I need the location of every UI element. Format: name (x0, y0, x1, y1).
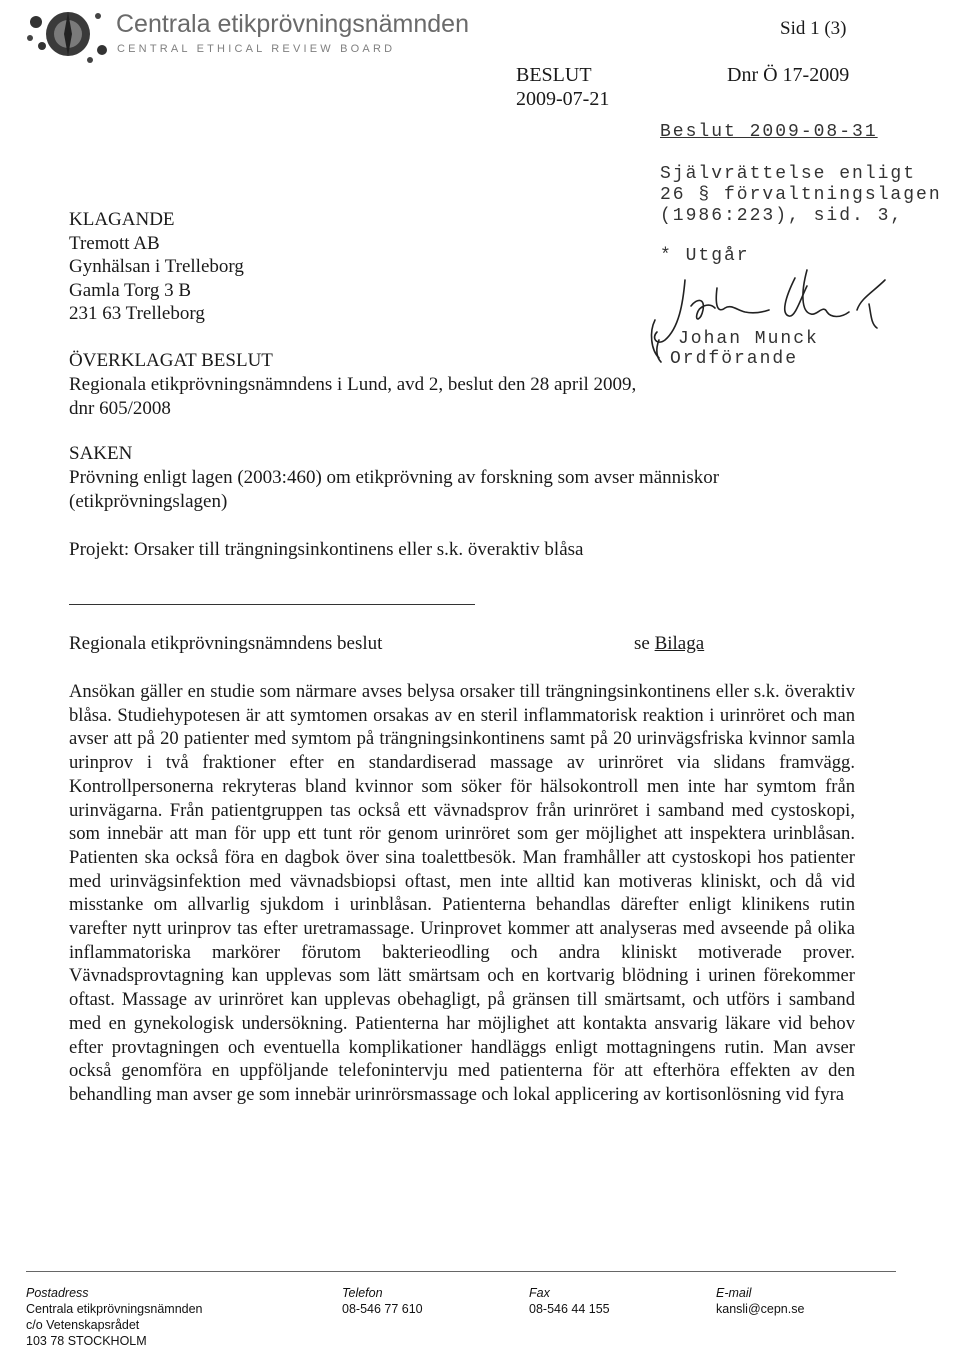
klagande-line: Gynhälsan i Trelleborg (69, 256, 244, 277)
saken-line: (etikprövningslagen) (69, 491, 228, 512)
klagande-line: Gamla Torg 3 B (69, 280, 191, 301)
body-paragraph: Ansökan gäller en studie som närmare avses belysa orsaker till trängningsinkontinens eller s.k. överaktiv blåsa. Studiehypotesen är att symtomen orsakas av en steril inflammatorisk reaktion i urinröret och man avser att på 20 patienter med symtom på trängningsinkontinens samt på 20 urinvägsfriska kvinnor samla urinprov i två fraktioner efter en standardiserad massage av urinröret via slidans framvägg. Kontrollpersonerna rekryteras bland kvinnor som söker för hälsokontroll men inte har symtom från urinvägarna. Från patientgruppen tas också ett vävnadsprov från urinröret i samband med cystoskopi, som innebär att man för upp ett tunt rör genom urinröret som ger möjlighet att inspektera urinblåsan. Patienten ska också föra en dagbok över sina toalettbesök. Man framhåller att cystoskopi hos patienter med urinvägsinfektion med vävnadsbiopsi oftast, men inte alltid kan motiveras kliniskt, och då vid misstanke om allvarlig sjukdom i urinblåsan. Patienterna behandlas därefter enligt klinikens rutin varefter nytt urinprov tas efter uretramassage. Urinprovet kommer att analyseras med avseende på olika inflammatoriska markörer förutom bakterieodling och andra kliniskt motiverade prover. Vävnadsprovtagning kan upplevas som lätt smärtsam och en kortvarig blödning i urinen förekommer oftast. Massage av urinröret kan upplevas obehagligt, på gränsen till smärtsamt, och utförs i samband med en gynekologisk undersökning. Patienterna har möjlighet att kontakta ansvarig läkare vid behov efter provtagningen och eventuella komplikationer handläggs enligt mottagningens rutin. Man avser också genomföra en uppföljande telefonintervju med patienterna för att efterhöra effekten av den behandling man avser ge som innebär urinrörsmassage och lokal applicering av kortisonlösning vid fyra (69, 681, 855, 1105)
footer-divider (26, 1271, 896, 1272)
footer-email (716, 1285, 804, 1317)
postadress-label: Postadress (26, 1286, 89, 1300)
page-number: Sid 1 (3) (780, 18, 847, 39)
footer-postadress (26, 1285, 203, 1349)
org-name-en: CENTRAL ETHICAL REVIEW BOARD (117, 43, 396, 55)
email-label: E-mail (716, 1286, 752, 1300)
klagande-line: 231 63 Trelleborg (69, 303, 205, 324)
klagande-heading: KLAGANDE (69, 209, 175, 230)
decision-reference (634, 632, 704, 656)
fax-value: 08-546 44 155 (529, 1302, 610, 1316)
org-name: Centrala etikprövningsnämnden (116, 10, 469, 38)
decision-label: Regionala etikprövningsnämndens beslut (69, 633, 383, 654)
bilaga-link[interactable]: Bilaga (654, 633, 705, 654)
stamp-line: Självrättelse enligt (660, 164, 917, 184)
overklagat-heading: ÖVERKLAGAT BESLUT (69, 350, 273, 371)
footer-fax (529, 1285, 610, 1317)
stamp-line: (1986:223), sid. 3, (660, 206, 904, 226)
divider (69, 604, 475, 605)
doc-date: 2009-07-21 (516, 88, 610, 110)
email-value[interactable]: kansli@cepn.se (716, 1302, 805, 1316)
stamp-date: Beslut 2009-08-31 (660, 122, 878, 142)
decision-prefix: se (634, 633, 650, 654)
postadress-line: c/o Vetenskapsrådet (26, 1318, 140, 1332)
org-logo (20, 4, 112, 66)
klagande-line: Tremott AB (69, 233, 160, 254)
telefon-label: Telefon (342, 1286, 383, 1300)
signer-name: Johan Munck (678, 329, 819, 349)
saken-heading: SAKEN (69, 443, 133, 464)
fax-label: Fax (529, 1286, 550, 1300)
signer-title: Ordförande (670, 349, 799, 369)
footer-telefon (342, 1285, 423, 1317)
stamp-line: 26 § förvaltningslagen (660, 185, 942, 205)
project-title: Projekt: Orsaker till trängningsinkontinens eller s.k. överaktiv blåsa (69, 539, 584, 560)
postadress-line: 103 78 STOCKHOLM (26, 1334, 147, 1348)
telefon-value: 08-546 77 610 (342, 1302, 423, 1316)
stamp-note: * Utgår (660, 246, 750, 266)
postadress-line: Centrala etikprövningsnämnden (26, 1302, 203, 1316)
doc-type: BESLUT (516, 64, 592, 86)
saken-line: Prövning enligt lagen (2003:460) om etikprövning av forskning som avser människor (69, 467, 720, 488)
diary-number: Dnr Ö 17-2009 (727, 64, 850, 86)
overklagat-line: Regionala etikprövningsnämndens i Lund, avd 2, beslut den 28 april 2009, (69, 374, 637, 395)
overklagat-line: dnr 605/2008 (69, 398, 171, 419)
